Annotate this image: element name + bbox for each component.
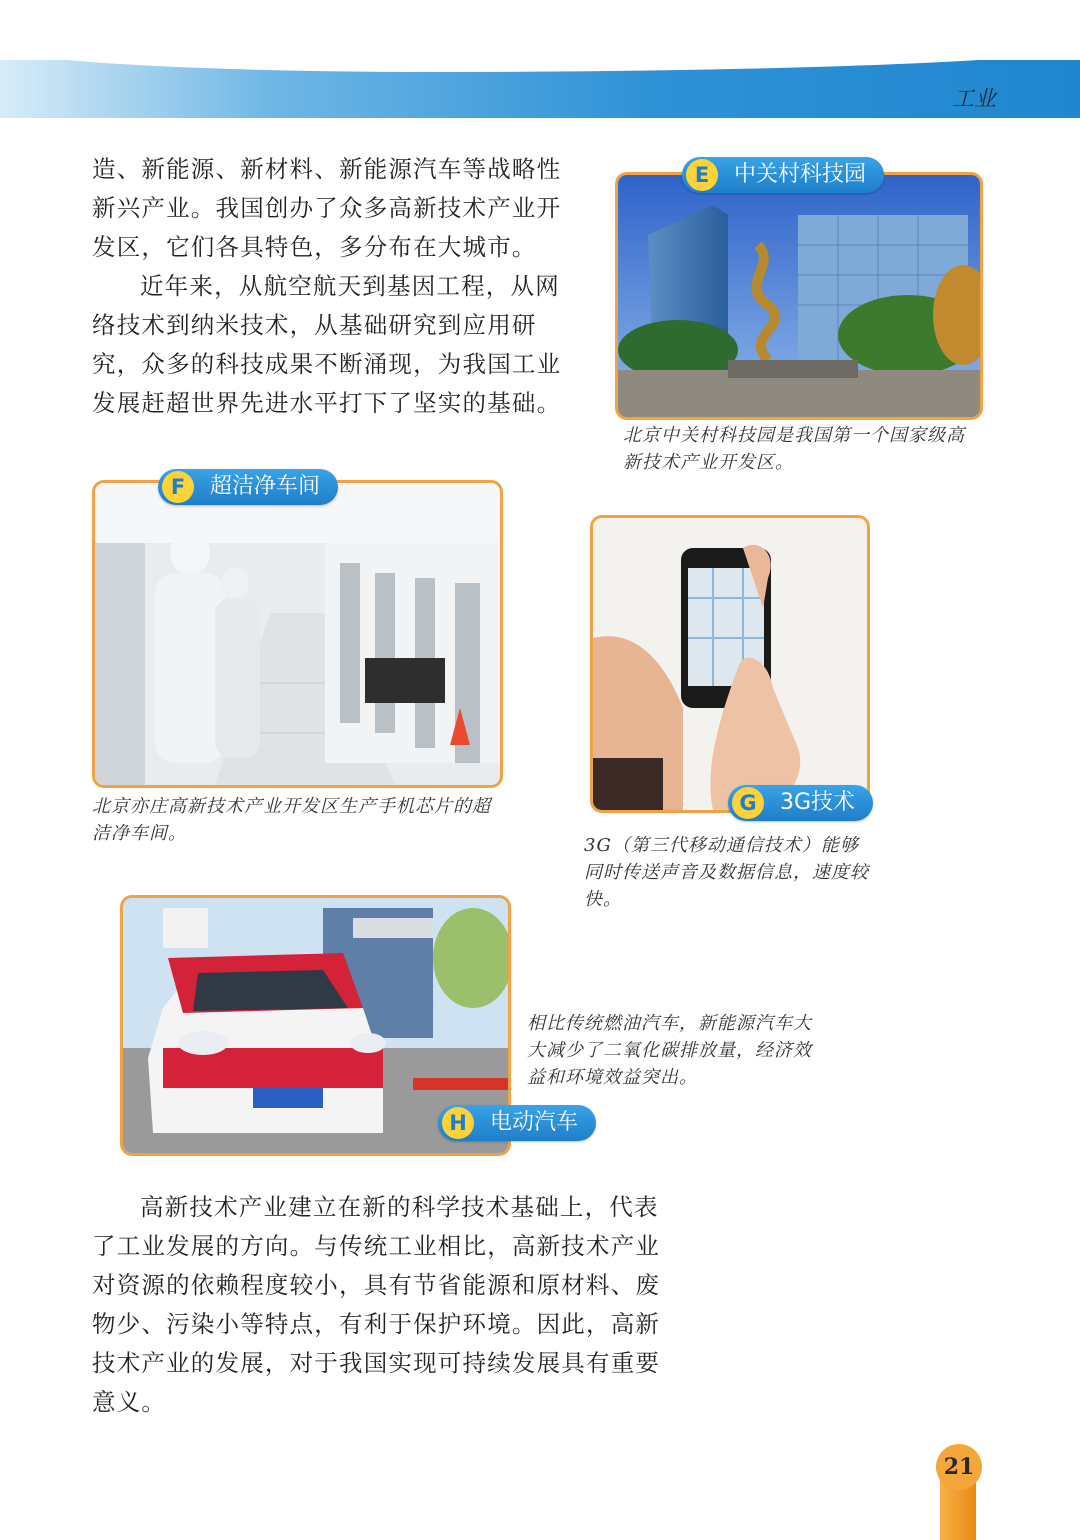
paragraph-2 xyxy=(92,267,580,423)
figure-f-caption: 北京亦庄高新技术产业开发区生产手机芯片的超洁净车间。 xyxy=(92,796,491,844)
section-title: 工业 xyxy=(951,87,996,112)
paragraph-3 xyxy=(92,1188,667,1422)
header-band xyxy=(0,60,1080,118)
figure-g-caption: 3G（第三代移动通信技术）能够同时传送声音及数据信息，速度较快。 xyxy=(584,835,869,910)
page-number: 21 xyxy=(936,1444,982,1490)
figure-f-letter: F xyxy=(162,471,194,503)
photo-zhongguancun xyxy=(615,172,983,420)
figure-e-title: 中关村科技园 xyxy=(734,162,867,187)
figure-f-label xyxy=(158,469,338,505)
figure-g-label xyxy=(728,785,873,821)
photo-3g-phone xyxy=(590,515,870,813)
figure-h-letter: H xyxy=(442,1107,474,1139)
figure-h-title: 电动汽车 xyxy=(490,1110,579,1135)
figure-g-title: 3G技术 xyxy=(780,790,856,815)
photo-cleanroom xyxy=(92,480,503,788)
figure-f-title: 超洁净车间 xyxy=(210,474,321,499)
paragraph-3-text: 高新技术产业建立在新的科学技术基础上，代表了工业发展的方向。与传统工业相比，高新技术产业对资源的依赖程度较小，具有节省能源和原材料、废物少、污染小等特点，有利于保护环境。因此，高新技术产业的发展，对于我国实现可持续发展具有重要意义。 xyxy=(92,1193,661,1416)
figure-g-letter: G xyxy=(732,787,764,819)
figure-h-caption: 相比传统燃油汽车，新能源汽车大大减少了二氧化碳排放量，经济效益和环境效益突出。 xyxy=(527,1013,812,1088)
paragraph-1: 造、新能源、新材料、新能源汽车等战略性新兴产业。我国创办了众多高新技术产业开发区，它们各具特色，多分布在大城市。 xyxy=(92,155,562,261)
paragraph-2-text: 近年来，从航空航天到基因工程，从网络技术到纳米技术，从基础研究到应用研究，众多的科技成果不断涌现，为我国工业发展赶超世界先进水平打下了坚实的基础。 xyxy=(92,272,562,417)
figure-e-caption: 北京中关村科技园是我国第一个国家级高新技术产业开发区。 xyxy=(623,425,965,473)
figure-e-label xyxy=(682,157,884,193)
figure-h-label xyxy=(438,1105,596,1141)
figure-e-letter: E xyxy=(686,159,718,191)
